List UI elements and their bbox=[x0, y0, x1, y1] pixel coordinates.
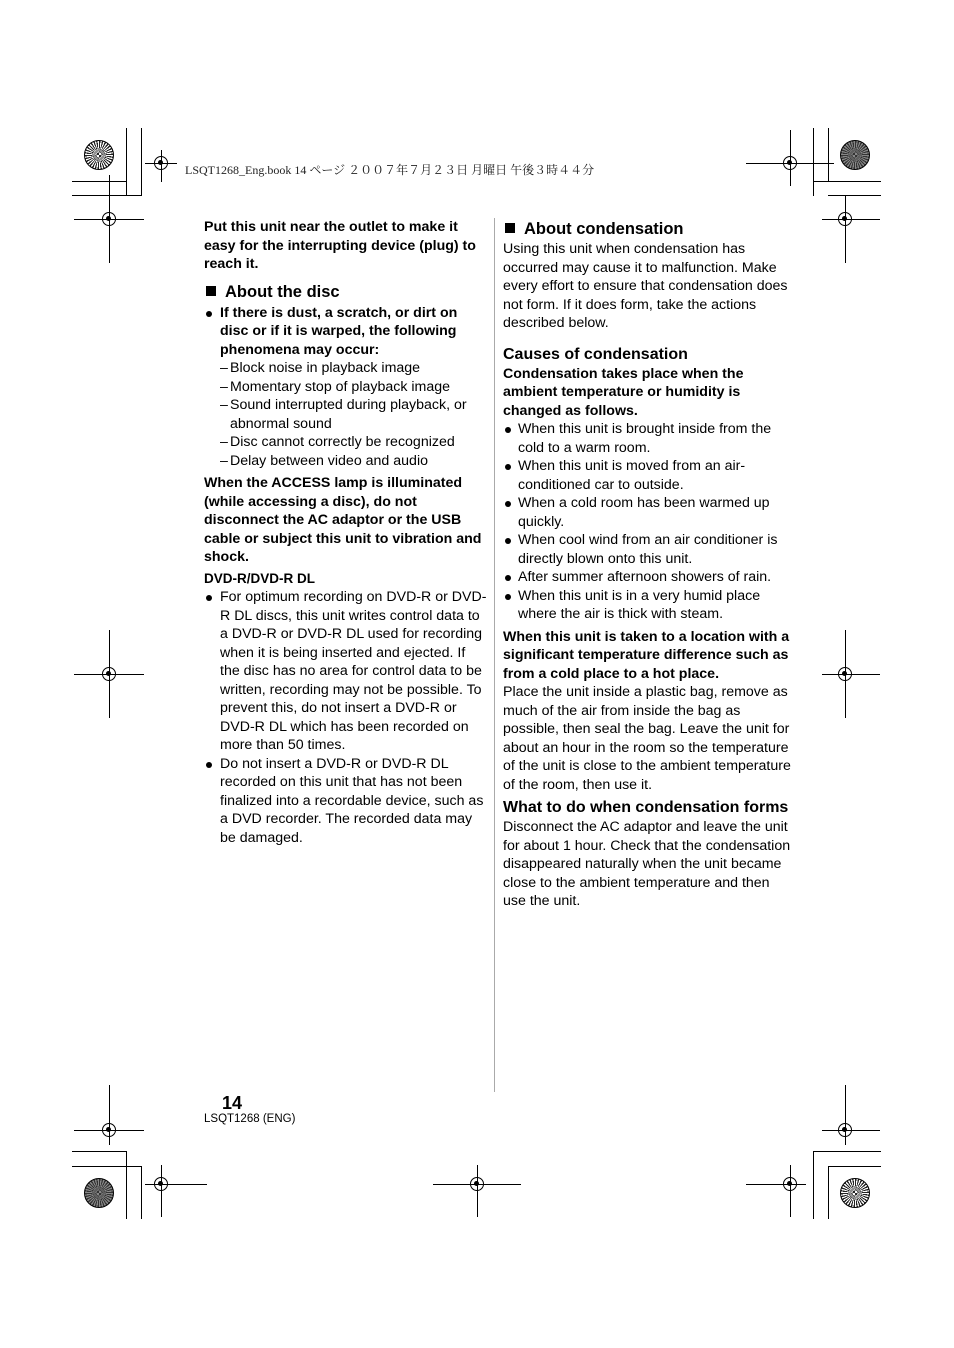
crop-mark bbox=[72, 195, 141, 196]
crop-mark bbox=[746, 1184, 806, 1185]
crop-mark bbox=[813, 1151, 881, 1152]
square-bullet-icon bbox=[206, 286, 216, 296]
list-item: – Disc cannot correctly be recognized bbox=[204, 433, 488, 452]
list-item: – Delay between video and audio bbox=[204, 452, 488, 471]
crop-mark bbox=[828, 195, 881, 196]
list-item: When a cold room has been warmed up quickly. bbox=[503, 494, 793, 531]
crop-mark bbox=[141, 1166, 142, 1219]
list-item bbox=[204, 304, 488, 360]
crop-mark bbox=[126, 128, 127, 196]
crop-mark bbox=[790, 130, 791, 186]
phenomena-list bbox=[204, 359, 488, 470]
location-instructions: Place the unit inside a plastic bag, remove as much of the air from inside the bag as possible, then seal the bag. Leave the unit for about an hour in the room so the temperature of the unit is close to the ambient temperature of the room, then use it. bbox=[503, 684, 791, 793]
left-column bbox=[204, 218, 488, 847]
crop-mark bbox=[141, 128, 142, 196]
condensation-intro: Using this unit when condensation has occurred may cause it to malfunction. Make every effort to ensure that condensation does not form. If it does form, take the actions described below. bbox=[503, 241, 788, 331]
list-item: – Momentary stop of playback image bbox=[204, 378, 488, 397]
list-item: – Sound interrupted during playback, or abnormal sound bbox=[204, 396, 488, 433]
location-warning: When this unit is taken to a location with a significant temperature difference such as from a cold place to a hot place. bbox=[503, 628, 790, 682]
page-number: 14 bbox=[222, 1093, 243, 1113]
crop-mark bbox=[828, 1166, 829, 1219]
disc-bullet-list bbox=[204, 304, 488, 360]
about-disc-heading bbox=[204, 281, 488, 303]
crop-mark bbox=[145, 1184, 207, 1185]
crop-mark bbox=[813, 1151, 814, 1219]
right-column bbox=[503, 218, 793, 911]
crop-mark bbox=[845, 1085, 846, 1145]
crop-mark bbox=[109, 1085, 110, 1145]
registration-sunburst-icon bbox=[840, 140, 870, 170]
about-disc-title: About the disc bbox=[225, 282, 340, 301]
print-header: LSQT1268_Eng.book 14 ページ ２００７年７月２３日 月曜日 午後３時４４分 bbox=[185, 163, 595, 177]
dvd-bullet-list bbox=[204, 588, 488, 847]
column-divider bbox=[494, 218, 495, 1092]
registration-sunburst-icon bbox=[840, 1178, 870, 1208]
crop-mark bbox=[161, 1165, 162, 1217]
what-to-do-text: Disconnect the AC adaptor and leave the unit for about 1 hour. Check that the condensation disappeared naturally when the unit became close to the ambient temperature and then use the unit. bbox=[503, 819, 791, 909]
list-item: When this unit is in a very humid place where the air is thick with steam. bbox=[503, 587, 793, 624]
registration-sunburst-icon bbox=[84, 1178, 114, 1208]
causes-heading: Causes of condensation bbox=[503, 345, 688, 363]
crop-mark bbox=[72, 181, 126, 182]
crop-mark bbox=[72, 1151, 126, 1152]
crop-mark bbox=[828, 1166, 881, 1167]
crop-mark bbox=[477, 1165, 478, 1217]
list-item: – Block noise in playback image bbox=[204, 359, 488, 378]
crop-mark bbox=[822, 219, 880, 220]
list-item: When this unit is brought inside from the cold to a warm room. bbox=[503, 420, 793, 457]
causes-intro: Condensation takes place when the ambient temperature or humidity is changed as follows. bbox=[503, 365, 744, 419]
crop-mark bbox=[126, 1151, 127, 1219]
causes-list bbox=[503, 420, 793, 624]
crop-mark bbox=[845, 196, 846, 263]
crop-mark bbox=[813, 181, 881, 182]
list-item: For optimum recording on DVD-R or DVD-R DL discs, this unit writes control data to a DVD-R or DVD-R DL used for recording when it is being inserted and ejected. If the disc has no area for control data to be written, recording may not be possible. To prevent this, do not insert a DVD-R or DVD-R DL which has been recorded on more than 50 times. bbox=[204, 588, 488, 755]
crop-mark bbox=[828, 128, 829, 182]
crop-mark bbox=[790, 1165, 791, 1217]
list-item: When cool wind from an air conditioner is directly blown onto this unit. bbox=[503, 531, 793, 568]
model-code: LSQT1268 (ENG) bbox=[204, 1113, 296, 1125]
crop-mark bbox=[109, 175, 110, 263]
dust-warning: If there is dust, a scratch, or dirt on disc or if it is warped, the following phenomena may occur: bbox=[220, 304, 458, 358]
list-item: When this unit is moved from an air-conditioned car to outside. bbox=[503, 457, 793, 494]
access-lamp-warning: When the ACCESS lamp is illuminated (while accessing a disc), do not disconnect the AC adaptor or the USB cable or subject this unit to vibration and shock. bbox=[204, 475, 482, 565]
crop-mark bbox=[72, 1166, 141, 1167]
crop-mark bbox=[813, 128, 814, 196]
registration-sunburst-icon bbox=[84, 140, 114, 170]
dvd-heading: DVD-R/DVD-R DL bbox=[204, 570, 315, 586]
crop-mark bbox=[822, 1130, 880, 1131]
outlet-notice: Put this unit near the outlet to make it easy for the interrupting device (plug) to reach it. bbox=[204, 219, 476, 272]
about-condensation-title: About condensation bbox=[524, 220, 684, 238]
square-bullet-icon bbox=[505, 223, 515, 233]
what-to-do-heading: What to do when condensation forms bbox=[503, 799, 789, 816]
about-condensation-heading bbox=[503, 218, 793, 240]
crop-mark bbox=[822, 674, 880, 675]
crop-mark bbox=[109, 630, 110, 718]
list-item: Do not insert a DVD-R or DVD-R DL recorded on this unit that has not been finalized into a recordable device, such as a DVD recorder. The recorded data may be damaged. bbox=[204, 755, 488, 848]
crop-mark bbox=[161, 150, 162, 182]
crop-mark bbox=[845, 630, 846, 718]
list-item: After summer afternoon showers of rain. bbox=[503, 568, 793, 587]
